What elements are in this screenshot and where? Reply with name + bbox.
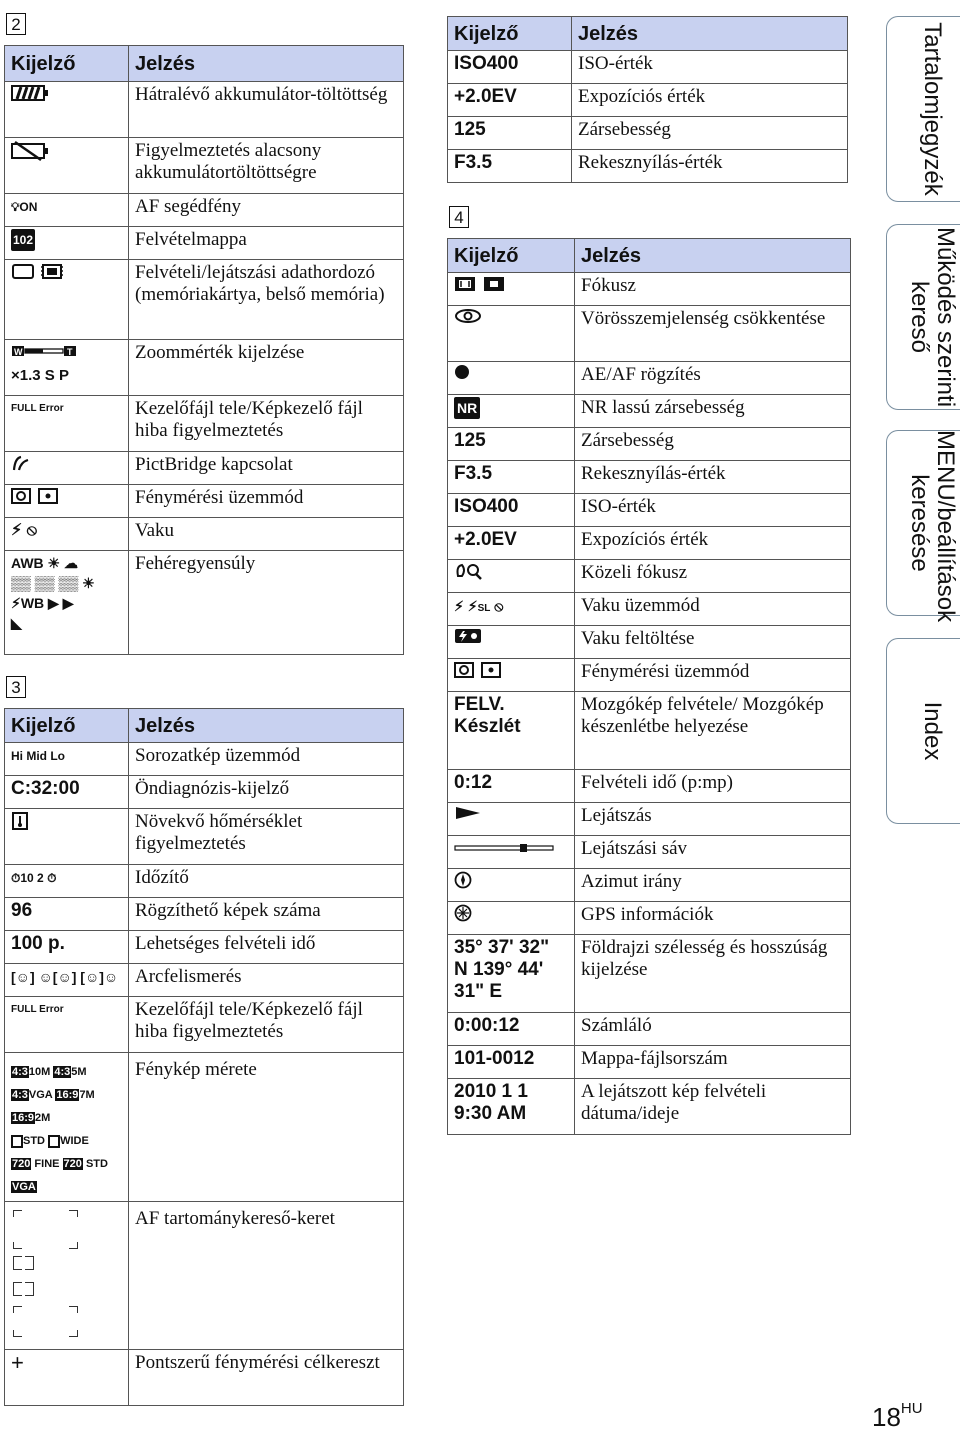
column-header-meaning: Jelzés [572, 17, 848, 51]
battery-icon [11, 84, 49, 108]
crosshair-icon: + [11, 1350, 24, 1375]
playback-bar-icon [454, 838, 554, 860]
battery-low-icon [11, 140, 49, 168]
table-row: ⚡︎ ⚡︎SL ⦸ Vaku üzemmód [448, 593, 851, 626]
white-balance-icon: AWB ☀︎ ☁︎ ▒▒ ▒▒ ▒▒ ☀︎ ⚡︎WB ▶︎ ▶︎ ◣ [11, 555, 95, 631]
pictbridge-icon [11, 454, 31, 478]
section-number-4: 4 [449, 206, 469, 228]
table-row: 96 Rögzíthető képek száma [5, 898, 404, 931]
db-file-error-icon: FULL Error [11, 1004, 64, 1015]
indicator-table-section-4 [447, 238, 851, 1135]
table-row: Vaku feltöltése [448, 626, 851, 659]
svg-text:T: T [67, 347, 73, 357]
table-row: Lejátszási sáv [448, 836, 851, 869]
table-row: Fénymérési üzemmód [448, 659, 851, 692]
section-number-3: 3 [6, 676, 26, 698]
image-size-icon: 4:310M 4:35M 4:3VGA 16:97M 16:92M STD WIDE 720 FINE 720 STD VGA [12, 1066, 108, 1193]
table-row: 2010 1 1 9:30 AM A lejátszott kép felvételi dátuma/ideje [448, 1079, 851, 1135]
section-number-2: 2 [6, 13, 26, 35]
table-row: ISO400 ISO-érték [448, 51, 848, 84]
table-row: 0:12 Felvételi idő (p:mp) [448, 770, 851, 803]
self-timer-icon: ⏱︎10 2 ⏱︎ [11, 871, 57, 885]
table-row: Figyelmeztetés alacsony akkumulátortöltöttségre [5, 138, 404, 194]
ae-af-lock-icon [454, 364, 470, 386]
tab-operation-search[interactable]: Működés szerinti kereső [886, 224, 960, 410]
burst-icon: Hi Mid Lo [11, 749, 65, 763]
table-row: FELV. Készlét Mozgókép felvétele/ Mozgókép készenlétbe helyezése [448, 692, 851, 770]
indicator-table-section-3 [4, 708, 404, 1406]
table-row: AWB ☀︎ ☁︎ ▒▒ ▒▒ ▒▒ ☀︎ ⚡︎WB ▶︎ ▶︎ ◣ Fehéregyensúly [5, 551, 404, 655]
svg-text:W: W [14, 347, 23, 357]
table-row: FULL Error Kezelőfájl tele/Képkezelő fájl hiba figyelmeztetés [5, 997, 404, 1053]
column-header-meaning: Jelzés [575, 239, 851, 273]
table-row: C:32:00 Öndiagnózis-kijelző [5, 776, 404, 809]
table-row: PictBridge kapcsolat [5, 452, 404, 485]
folder-icon: 102 [11, 229, 35, 251]
page-number: $18^{HU}$ [872, 1400, 923, 1432]
table-row: 35° 37' 32" N 139° 44' 31" E Földrajzi szélesség és hosszúság kijelzése [448, 935, 851, 1013]
table-row: Növekvő hőmérséklet figyelmeztetés [5, 809, 404, 865]
table-row: 💡︎ON AF segédfény [5, 194, 404, 227]
af-range-frame-icon [11, 1204, 81, 1342]
table-row: ⏱︎10 2 ⏱︎ Időzítő [5, 865, 404, 898]
metering-icon [11, 487, 61, 511]
table-row: +2.0EV Expozíciós érték [448, 84, 848, 117]
indicator-table-top-right [447, 16, 848, 183]
temperature-icon [11, 811, 29, 837]
db-file-error-icon: FULL Error [11, 403, 64, 414]
table-row: 102 Felvételmappa [5, 227, 404, 260]
af-illuminator-icon: 💡︎ON [11, 200, 38, 214]
red-eye-icon [454, 308, 482, 330]
table-row: Lejátszás [448, 803, 851, 836]
table-row: W T ×1.3 S P Zoommérték kijelzése [5, 340, 404, 396]
table-row: 101-0012 Mappa-fájlsorszám [448, 1046, 851, 1079]
compass-icon [454, 871, 472, 895]
table-row: 100 p. Lehetséges felvételi idő [5, 931, 404, 964]
table-row: +2.0EV Expozíciós érték [448, 527, 851, 560]
table-row: Azimut irány [448, 869, 851, 902]
play-icon [454, 805, 482, 827]
table-row: NR NR lassú zársebesség [448, 395, 851, 428]
table-row: ISO400 ISO-érték [448, 494, 851, 527]
table-row: FULL Error Kezelőfájl tele/Képkezelő fájl hiba figyelmeztetés [5, 396, 404, 452]
gps-icon [454, 904, 472, 928]
table-row: Közeli fókusz [448, 560, 851, 593]
table-row: + Pontszerű fénymérési célkereszt [5, 1350, 404, 1406]
table-row: GPS információk [448, 902, 851, 935]
tab-menu-settings-search[interactable]: MENU/beállítások keresése [886, 430, 960, 616]
flash-charge-icon [454, 628, 482, 650]
table-row: Hátralévő akkumulátor-töltöttség [5, 82, 404, 138]
focus-icon [454, 275, 506, 299]
table-row: 0:00:12 Számláló [448, 1013, 851, 1046]
table-row: AE/AF rögzítés [448, 362, 851, 395]
table-row: 125 Zársebesség [448, 117, 848, 150]
flash-icon: ⚡︎ ⦸ [11, 522, 38, 539]
media-icon [11, 262, 71, 286]
nr-icon: NR [454, 397, 480, 419]
tab-index[interactable]: Index [886, 638, 960, 824]
column-header-meaning: Jelzés [129, 709, 404, 743]
column-header-indicator: Kijelző [5, 709, 129, 743]
table-row: [☺] ☺[☺] [☺]☺ Arcfelismerés [5, 964, 404, 997]
metering-icon [454, 661, 504, 685]
table-row: Vörösszemjelenség csökkentése [448, 306, 851, 362]
indicator-table-section-2 [4, 45, 404, 655]
table-row: Felvételi/lejátszási adathordozó (memóriakártya, belső memória) [5, 260, 404, 340]
table-row: Hi Mid Lo Sorozatkép üzemmód [5, 743, 404, 776]
face-detection-icon: [☺] ☺[☺] [☺]☺ [11, 969, 119, 985]
column-header-meaning: Jelzés [129, 46, 404, 82]
table-row: F3.5 Rekesznyílás-érték [448, 150, 848, 183]
tab-contents[interactable]: Tartalomjegyzék [886, 16, 960, 202]
column-header-indicator: Kijelző [448, 17, 572, 51]
macro-icon [454, 562, 484, 586]
zoom-meter-icon: W T ×1.3 S P [11, 342, 77, 387]
table-row: F3.5 Rekesznyílás-érték [448, 461, 851, 494]
flash-mode-icon: ⚡︎ ⚡︎SL ⦸ [454, 598, 504, 614]
table-row: 125 Zársebesség [448, 428, 851, 461]
table-row: ⚡︎ ⦸ Vaku [5, 518, 404, 551]
table-row: Fénymérési üzemmód [5, 485, 404, 518]
table-row: 4:310M 4:35M 4:3VGA 16:97M 16:92M STD WIDE 720 FINE 720 STD VGA Fénykép mérete [5, 1053, 404, 1202]
column-header-indicator: Kijelző [5, 46, 129, 82]
column-header-indicator: Kijelző [448, 239, 575, 273]
table-row: Fókusz [448, 273, 851, 306]
table-row: AF tartománykereső-keret [5, 1202, 404, 1350]
